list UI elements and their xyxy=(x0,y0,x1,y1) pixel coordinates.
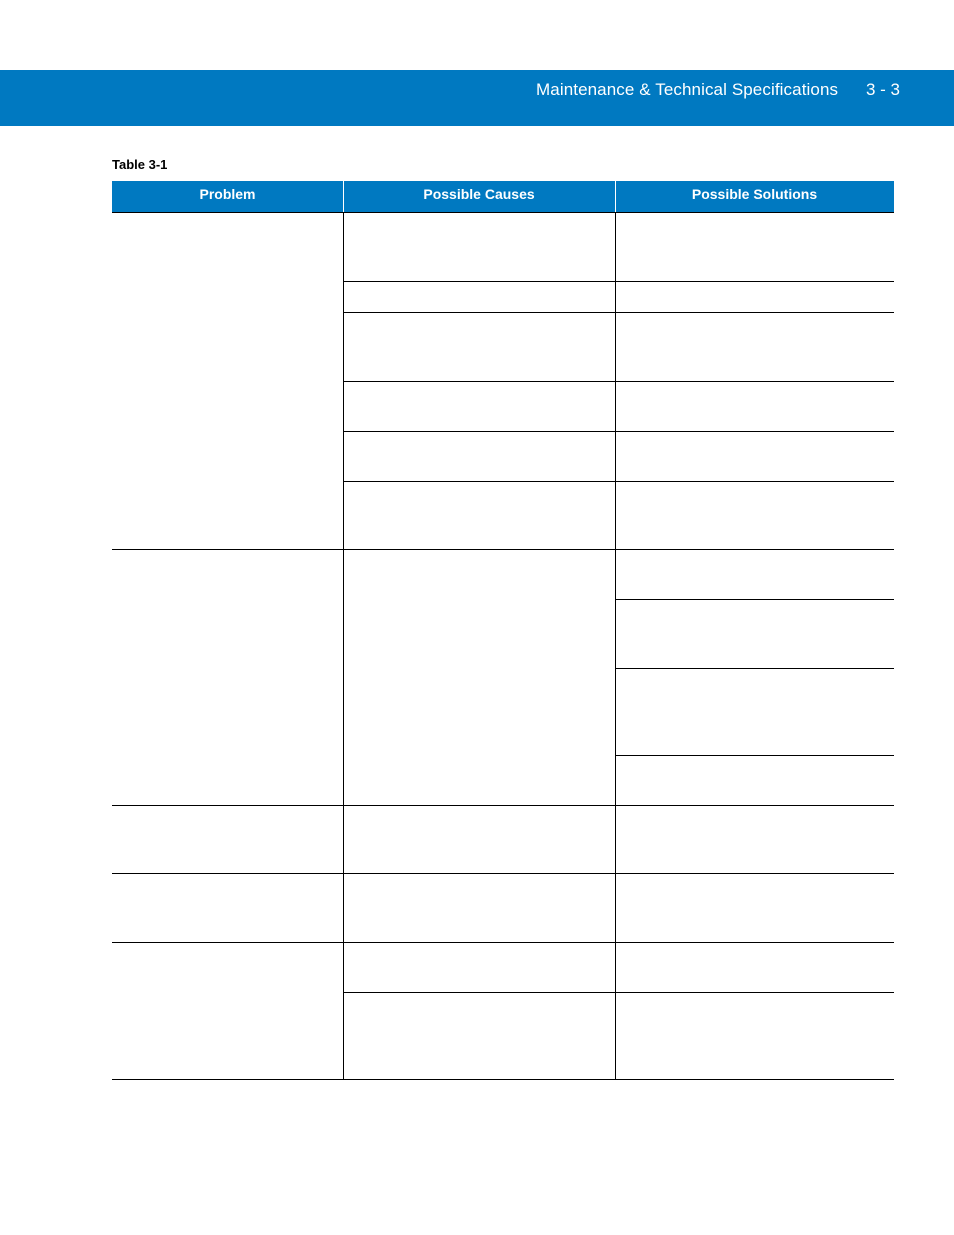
column-header-possible-causes: Possible Causes xyxy=(423,186,535,202)
row-divider xyxy=(343,481,894,482)
table-bottom-border xyxy=(112,1079,894,1080)
column-divider xyxy=(343,212,344,1080)
row-divider xyxy=(615,755,894,756)
troubleshooting-table xyxy=(112,181,894,1080)
column-header-possible-solutions: Possible Solutions xyxy=(691,186,818,202)
row-divider xyxy=(343,281,894,282)
row-divider xyxy=(112,873,894,874)
table-header-row xyxy=(112,181,894,212)
header-separator xyxy=(343,181,344,212)
column-header-problem: Problem xyxy=(199,186,256,202)
row-divider xyxy=(343,992,894,993)
row-divider xyxy=(343,431,894,432)
header-separator xyxy=(615,181,616,212)
column-divider xyxy=(615,212,616,1080)
row-divider xyxy=(343,381,894,382)
page-header-title: Maintenance & Technical Specifications xyxy=(536,80,839,99)
row-divider xyxy=(615,599,894,600)
row-divider xyxy=(112,805,894,806)
row-divider xyxy=(112,212,894,213)
row-divider xyxy=(615,668,894,669)
page-number: 3 - 3 xyxy=(866,80,901,99)
row-divider xyxy=(112,549,894,550)
table-caption: Table 3-1 xyxy=(112,157,168,172)
row-divider xyxy=(112,942,894,943)
row-divider xyxy=(343,312,894,313)
